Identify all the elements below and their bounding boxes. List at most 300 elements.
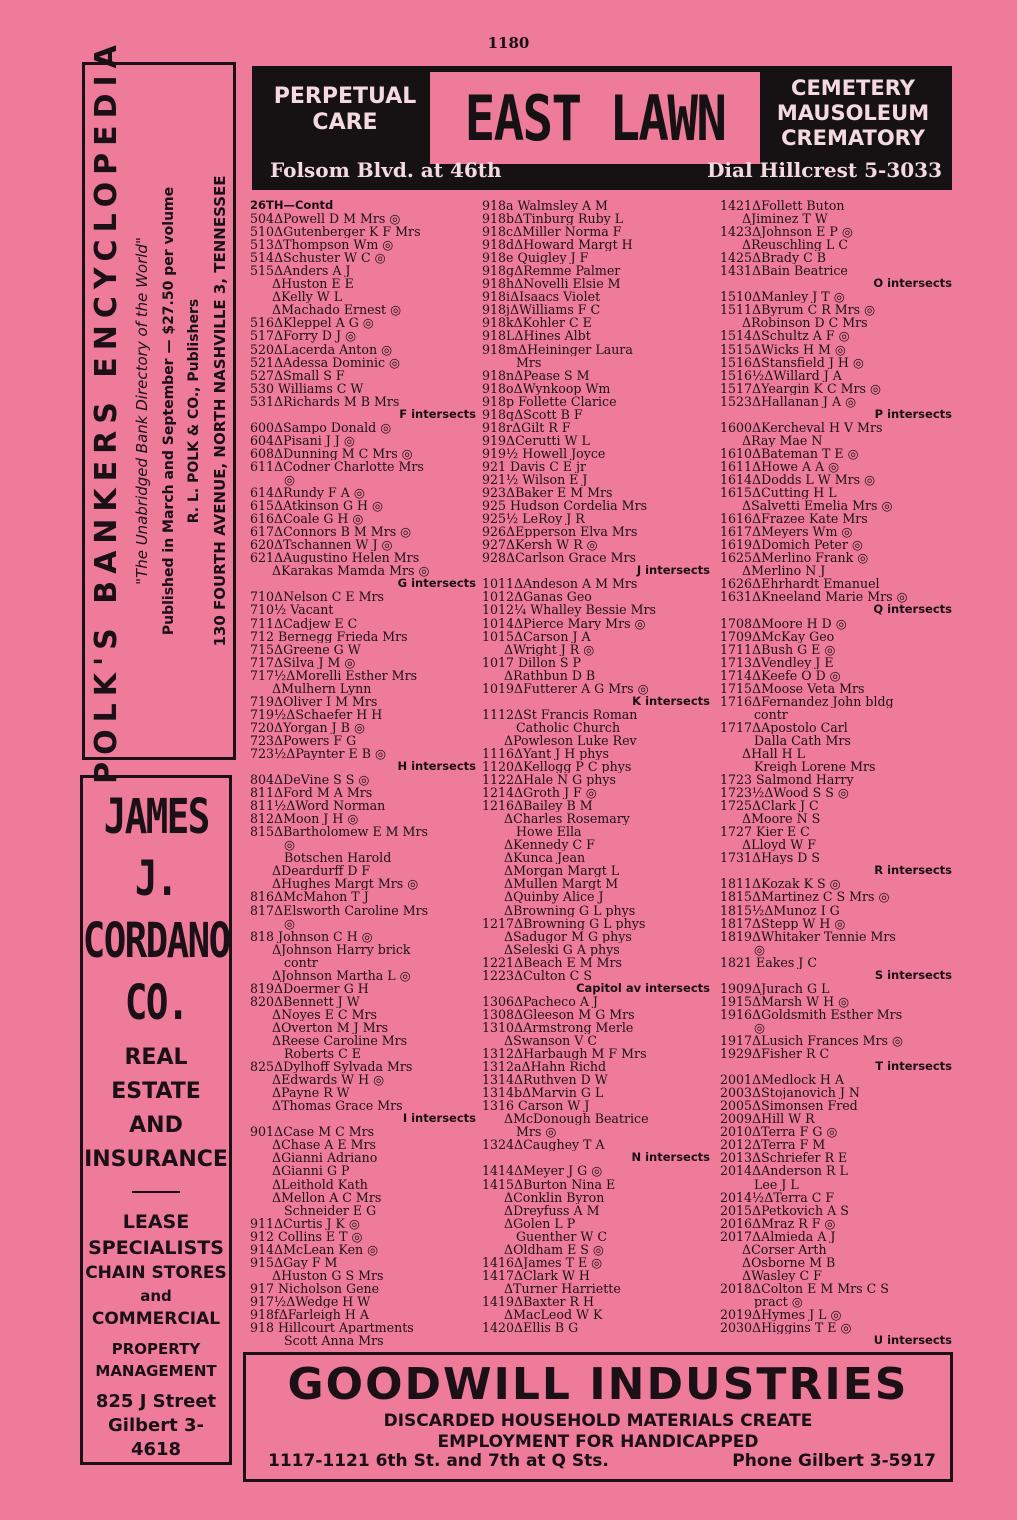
directory-entry: 720ΔYorgan J B ◎ <box>250 720 365 734</box>
cordano-property-line: MANAGEMENT <box>95 1361 217 1380</box>
directory-entry: 1324ΔCaughey T A <box>482 1138 605 1152</box>
directory-entry: 1617ΔMeyers Wm ◎ <box>720 525 853 539</box>
directory-entry: 710½ Vacant <box>250 603 334 617</box>
directory-entry: 923ΔBaker E M Mrs <box>482 486 613 500</box>
directory-entry: ΔConklin Byron <box>504 1190 605 1204</box>
directory-entry: 1214ΔGroth J F ◎ <box>482 786 597 800</box>
directory-entry: ΔRay Mae N <box>742 433 823 447</box>
directory-entry: 918kΔKohler C E <box>482 316 592 330</box>
section-heading: T intersects <box>875 1060 952 1074</box>
directory-entry: 531ΔRichards M B Mrs <box>250 394 400 408</box>
directory-entry: 917½ΔWedge H W <box>250 1294 371 1308</box>
directory-entry: 712 Bernegg Frieda Mrs <box>250 629 408 643</box>
directory-entry: 918 Hillcourt Apartments <box>250 1321 414 1335</box>
directory-entry: Mrs <box>516 355 542 369</box>
directory-entry: 1421ΔFollett Buton <box>720 199 845 213</box>
directory-entry: 1515ΔWicks H M ◎ <box>720 342 846 356</box>
directory-entry: 1614ΔDodds L W Mrs ◎ <box>720 472 876 487</box>
directory-entry: 1625ΔMerlino Frank ◎ <box>720 551 869 565</box>
section-heading: N intersects <box>631 1151 710 1165</box>
directory-entry: 919½ Howell Joyce <box>482 446 606 460</box>
directory-entry: ΔDreyfuss A M <box>504 1203 600 1217</box>
directory-entry: 1815½ΔMunoz I G <box>720 903 840 917</box>
directory-entry: 1714ΔKeefe O D ◎ <box>720 668 841 682</box>
directory-entry: ΔMacLeod W K <box>504 1307 603 1322</box>
directory-entry: 1709ΔMcKay Geo <box>720 629 835 643</box>
directory-entry: ΔJohnson Martha L ◎ <box>272 968 411 982</box>
directory-entry: 516ΔKleppel A G ◎ <box>250 316 374 330</box>
directory-entry: ΔRobinson D C Mrs <box>742 316 868 330</box>
directory-entry: 1511ΔByrum C R Mrs ◎ <box>720 303 876 317</box>
section-heading: I intersects <box>402 1112 476 1126</box>
directory-entry: 1431ΔBain Beatrice <box>720 264 848 278</box>
directory-entry: 921 Davis C E jr <box>482 459 587 473</box>
directory-entry: 918fΔFarleigh H A <box>250 1307 369 1322</box>
directory-entry: ΔKarakas Mamda Mrs ◎ <box>272 564 430 578</box>
directory-entry: 1425ΔBrady C B <box>720 251 827 265</box>
directory-entry: 918p Follette Clarice <box>482 394 617 408</box>
directory-entry: 1725ΔClark J C <box>720 799 819 813</box>
goodwill-address: 1117-1121 6th St. and 7th at Q Sts. <box>268 1451 609 1471</box>
directory-entry: ◎ <box>284 916 295 930</box>
directory-entry: 1811ΔKozak K S ◎ <box>720 877 841 891</box>
directory-entry: ΔDeardurff D F <box>272 864 371 878</box>
directory-entry: 2012ΔTerra F M <box>720 1138 826 1152</box>
directory-entry: ΔCharles Rosemary <box>504 812 630 826</box>
directory-entry: 1610ΔBateman T E ◎ <box>720 446 859 460</box>
directory-entry: 1423ΔJohnson E P ◎ <box>720 225 853 239</box>
directory-entry: 723ΔPowers F G <box>250 733 357 747</box>
east-lawn-title: EAST LAWN <box>464 81 726 155</box>
directory-entry: 1915ΔMarsh W H ◎ <box>720 994 850 1008</box>
directory-entry: 1723 Salmond Harry <box>720 773 854 787</box>
directory-entry: 615ΔAtkinson G H ◎ <box>250 499 384 513</box>
directory-entry: 918dΔHoward Margt H <box>482 238 633 252</box>
cordano-business-line: AND <box>129 1113 183 1138</box>
directory-entry: 1731ΔHays D S <box>720 851 820 865</box>
directory-column-3 <box>720 199 952 1347</box>
directory-entry: 1711ΔBush G E ◎ <box>720 642 836 656</box>
directory-entry: ◎ <box>284 472 295 487</box>
directory-entry: 1631ΔKneeland Marie Mrs ◎ <box>720 590 908 604</box>
directory-entry: 1723½ΔWood S S ◎ <box>720 786 849 800</box>
directory-entry: 520ΔLacerda Anton ◎ <box>250 342 393 356</box>
directory-entry: 1116ΔYant J H phys <box>482 746 609 761</box>
directory-entry: Scott Anna Mrs <box>284 1334 384 1348</box>
directory-entry: 925 Hudson Cordelia Mrs <box>482 499 648 513</box>
east-lawn-address: Folsom Blvd. at 46th <box>270 158 502 182</box>
directory-entry: ΔSadugor M G phys <box>504 929 632 943</box>
directory-entry: Kreigh Lorene Mrs <box>754 760 876 774</box>
directory-entry: ΔHall H L <box>742 746 805 761</box>
directory-entry: 710ΔNelson C E Mrs <box>250 590 385 604</box>
directory-entry: ΔMcDonough Beatrice <box>504 1112 649 1126</box>
directory-entry: 711ΔCadjew E C <box>250 616 358 630</box>
directory-entry: 517ΔForry D J ◎ <box>250 329 357 343</box>
directory-entry: 723½ΔPaynter E B ◎ <box>250 746 386 761</box>
directory-entry: Dalla Cath Mrs <box>754 733 851 747</box>
directory-entry: ΔHuston G S Mrs <box>272 1268 384 1282</box>
directory-entry: 2001ΔMedlock H A <box>720 1073 844 1087</box>
directory-entry: 1615ΔCutting H L <box>720 486 837 500</box>
directory-entry: 1120ΔKellogg P C phys <box>482 760 632 774</box>
east-lawn-left-line: PERPETUAL <box>273 84 417 109</box>
directory-entry: 1717ΔApostolo Carl <box>720 720 848 734</box>
directory-entry: ΔOverton M J Mrs <box>272 1020 389 1034</box>
section-heading: K intersects <box>632 694 710 708</box>
directory-entry: 1112ΔSt Francis Roman <box>482 707 638 721</box>
directory-entry: 1715ΔMoose Veta Mrs <box>720 681 865 695</box>
directory-entry: ΔMoore N S <box>742 812 821 826</box>
directory-entry: 2014½ΔTerra C F <box>720 1190 835 1204</box>
directory-entry: 914ΔMcLean Ken ◎ <box>250 1242 379 1256</box>
directory-column-2 <box>482 199 710 1334</box>
cordano-divider <box>132 1191 180 1193</box>
cordano-lease-line: SPECIALISTS <box>88 1237 224 1259</box>
directory-entry: 915ΔGay F M <box>250 1255 338 1269</box>
section-heading: S intersects <box>874 968 952 982</box>
directory-entry: ◎ <box>754 1020 765 1034</box>
directory-entry: ΔJiminez T W <box>742 212 828 226</box>
east-lawn-phone: Dial Hillcrest 5-3033 <box>707 158 942 182</box>
directory-entry: 1012¼ Whalley Bessie Mrs <box>482 603 656 617</box>
directory-entry: 927ΔKersh W R ◎ <box>482 538 598 552</box>
directory-entry: ΔSeleski G A phys <box>504 942 620 956</box>
directory-entry: 817ΔElsworth Caroline Mrs <box>250 903 429 917</box>
east-lawn-right-line: CREMATORY <box>781 126 925 150</box>
directory-entry: 1517ΔYeargin K C Mrs ◎ <box>720 381 881 395</box>
directory-entry: 1909ΔJurach G L <box>720 981 830 995</box>
directory-entry: 1312ΔHarbaugh M F Mrs <box>482 1047 647 1061</box>
directory-entry: contr <box>754 707 788 721</box>
directory-entry: Howe Ella <box>516 825 582 839</box>
directory-entry: 918gΔRemme Palmer <box>482 264 621 278</box>
directory-entry: Schneider E G <box>284 1203 377 1217</box>
section-heading: O intersects <box>873 277 952 291</box>
directory-entry: 1314bΔMarvin G L <box>482 1086 604 1100</box>
directory-entry: 1516½ΔWillard J A <box>720 368 842 382</box>
directory-entry: 1014ΔPierce Mary Mrs ◎ <box>482 616 646 630</box>
directory-entry: 1817ΔStepp W H ◎ <box>720 916 846 930</box>
directory-entry: 611ΔCodner Charlotte Mrs <box>250 459 424 473</box>
cordano-address: 825 J Street <box>95 1391 217 1412</box>
directory-entry: 2030ΔHiggins T E ◎ <box>720 1321 852 1335</box>
directory-entry: 1516ΔStansfield J H ◎ <box>720 355 864 369</box>
directory-entry: 818 Johnson C H ◎ <box>250 929 373 943</box>
directory-entry: 1415ΔBurton Nina E <box>482 1177 616 1191</box>
directory-entry: ΔKunca Jean <box>504 851 586 865</box>
directory-entry: 919ΔCerutti W L <box>482 433 590 447</box>
directory-entry: 918cΔMiller Norma F <box>482 225 622 239</box>
directory-entry: 2005ΔSimonsen Fred <box>720 1099 858 1113</box>
directory-entry: 918rΔGilt R F <box>482 420 571 434</box>
directory-entry: 1713ΔVendley J E <box>720 655 834 669</box>
section-heading: G intersects <box>397 577 476 591</box>
directory-entry: 925½ LeRoy J R <box>482 512 585 526</box>
directory-entry: ΔRathbun D B <box>504 668 596 682</box>
directory-entry: 1626ΔEhrhardt Emanuel <box>720 577 880 591</box>
directory-entry: 816ΔMcMahon T J <box>250 890 369 904</box>
directory-entry: 918nΔPease S M <box>482 368 590 382</box>
directory-entry: 825ΔDylhoff Sylvada Mrs <box>250 1060 413 1074</box>
directory-entry: 717½ΔMorelli Esther Mrs <box>250 668 418 682</box>
directory-entry: ΔWright J R ◎ <box>504 642 595 656</box>
directory-entry: 527ΔSmall S F <box>250 368 345 382</box>
directory-entry: 1616ΔFrazee Kate Mrs <box>720 512 868 526</box>
goodwill-line: EMPLOYMENT FOR HANDICAPPED <box>437 1432 759 1452</box>
east-lawn-right-line: CEMETERY <box>791 76 915 100</box>
cordano-property-line: PROPERTY <box>111 1339 201 1358</box>
directory-entry: 1819ΔWhitaker Tennie Mrs <box>720 929 896 943</box>
directory-entry: ΔJohnson Harry brick <box>272 942 411 956</box>
directory-entry: ΔThomas Grace Mrs <box>272 1099 403 1113</box>
directory-entry: 2009ΔHill W R <box>720 1112 815 1126</box>
directory-entry: Roberts C E <box>284 1047 361 1061</box>
directory-entry: 1019ΔFutterer A G Mrs ◎ <box>482 681 649 695</box>
directory-entry: 1312aΔHahn Richd <box>482 1060 607 1074</box>
directory-entry: 1514ΔSchultz A F ◎ <box>720 329 850 343</box>
directory-entry: 911ΔCurtis J K ◎ <box>250 1216 360 1230</box>
cordano-name-line: J. <box>135 851 177 908</box>
cordano-lease-line: LEASE <box>122 1211 190 1233</box>
directory-entry: ΔCorser Arth <box>742 1242 827 1256</box>
cordano-business-line: INSURANCE <box>84 1147 228 1172</box>
directory-entry: ΔGianni Adriano <box>272 1151 378 1165</box>
polk-ad-tagline: "The Unabridged Bank Directory of the World" <box>133 237 152 585</box>
directory-entry: 513ΔThompson Wm ◎ <box>250 238 394 252</box>
directory-entry: Botschen Harold <box>284 851 392 865</box>
cordano-chain-line: and <box>140 1287 172 1305</box>
directory-entry: ΔReese Caroline Mrs <box>272 1034 408 1048</box>
directory-entry: 921½ Wilson E J <box>482 472 588 487</box>
directory-entry: 608ΔDunning M C Mrs ◎ <box>250 446 413 460</box>
directory-entry: ΔMorgan Margt L <box>504 864 620 878</box>
directory-entry: 918LΔHines Albt <box>482 329 591 343</box>
directory-entry: ΔPayne R W <box>272 1086 350 1100</box>
cordano-business-line: REAL <box>124 1045 188 1070</box>
directory-entry: 2014ΔAnderson R L <box>720 1164 848 1178</box>
directory-entry: ΔSalvetti Emelia Mrs ◎ <box>742 499 893 513</box>
east-lawn-right-line: MAUSOLEUM <box>776 101 930 125</box>
directory-entry: 2010ΔTerra F G ◎ <box>720 1125 838 1139</box>
directory-entry: 1122ΔHale N G phys <box>482 773 616 787</box>
directory-entry: Mrs ◎ <box>516 1125 557 1139</box>
cordano-name-line: CO. <box>124 975 188 1032</box>
directory-entry: 600ΔSampo Donald ◎ <box>250 420 392 434</box>
directory-entry: 912 Collins E T ◎ <box>250 1229 363 1243</box>
directory-entry: 510ΔGutenberger K F Mrs <box>250 225 421 239</box>
directory-entry: ΔTurner Harriette <box>504 1281 621 1295</box>
directory-entry: ΔSwanson V C <box>504 1034 598 1048</box>
directory-entry: 1015ΔCarson J A <box>482 629 591 643</box>
street-heading: 26TH—Contd <box>250 199 334 212</box>
directory-entry: 2013ΔSchriefer R E <box>720 1151 848 1165</box>
directory-entry: 616ΔCoale G H ◎ <box>250 512 364 526</box>
goodwill-line: DISCARDED HOUSEHOLD MATERIALS CREATE <box>383 1411 813 1431</box>
directory-entry: 1017 Dillon S P <box>482 655 582 669</box>
section-heading: Q intersects <box>873 603 952 617</box>
directory-entry: 926ΔEpperson Elva Mrs <box>482 525 638 539</box>
directory-entry: 719ΔOliver I M Mrs <box>250 694 378 708</box>
directory-entry: 815ΔBartholomew E M Mrs <box>250 825 428 839</box>
directory-entry: pract ◎ <box>754 1294 803 1308</box>
directory-entry: 804ΔDeVine S S ◎ <box>250 773 370 787</box>
directory-entry: 928ΔCarlson Grace Mrs <box>482 551 636 565</box>
directory-entry: 2016ΔMraz R F ◎ <box>720 1216 836 1230</box>
directory-entry: 515ΔAnders A J <box>250 264 351 278</box>
directory-entry: 1917ΔLusich Frances Mrs ◎ <box>720 1034 903 1048</box>
directory-entry: 621ΔAugustino Helen Mrs <box>250 551 420 565</box>
goodwill-phone: Phone Gilbert 3-5917 <box>732 1451 936 1471</box>
cordano-phone: Gilbert 3-4618 <box>108 1415 204 1460</box>
directory-entry: 811ΔFord M A Mrs <box>250 786 373 800</box>
section-heading: Capitol av intersects <box>576 981 710 995</box>
cordano-ad <box>80 775 232 1465</box>
cordano-name-line: CORDANO <box>82 913 230 970</box>
directory-entry: ◎ <box>284 838 295 852</box>
page-number: 1180 <box>487 34 530 52</box>
directory-entry: 530 Williams C W <box>250 381 364 395</box>
directory-entry: 1012ΔGanas Geo <box>482 590 592 604</box>
directory-entry: 1420ΔEllis B G <box>482 1321 579 1335</box>
cordano-business-line: ESTATE <box>111 1079 201 1104</box>
directory-entry: ΔChase A E Mrs <box>272 1138 376 1152</box>
directory-entry: ΔNoyes E C Mrs <box>272 1007 377 1021</box>
cordano-name-line: JAMES <box>103 789 209 846</box>
directory-entry: 811½ΔWord Norman <box>250 799 386 813</box>
directory-entry: 1815ΔMartinez C S Mrs ◎ <box>720 890 890 904</box>
directory-entry: 917 Nicholson Gene <box>250 1281 380 1295</box>
directory-entry: 2019ΔHymes J L ◎ <box>720 1307 842 1322</box>
directory-entry: ΔHuston E E <box>272 277 354 291</box>
directory-entry: 617ΔConnors B M Mrs ◎ <box>250 525 412 539</box>
section-heading: H intersects <box>397 760 476 774</box>
directory-entry: contr <box>284 955 318 969</box>
directory-entry: 1611ΔHowe A A ◎ <box>720 459 840 473</box>
east-lawn-right-text <box>768 76 938 151</box>
directory-entry: 918oΔWynkoop Wm <box>482 381 611 395</box>
directory-entry: 918e Quigley J F <box>482 251 589 265</box>
directory-entry: 918mΔHeininger Laura <box>482 342 633 356</box>
directory-entry: 1310ΔArmstrong Merle <box>482 1020 634 1034</box>
directory-entry: 604ΔPisani J J ◎ <box>250 433 355 447</box>
directory-entry: 812ΔMoon J H ◎ <box>250 812 359 826</box>
directory-entry: ΔQuinby Alice J <box>504 890 604 904</box>
directory-entry: 717ΔSilva J M ◎ <box>250 655 356 669</box>
directory-entry: ΔOsborne M B <box>742 1255 836 1269</box>
directory-entry: ΔReuschling L C <box>742 238 849 252</box>
directory-entry: 918jΔWilliams F C <box>482 303 601 317</box>
directory-entry: ΔKennedy C F <box>504 838 595 852</box>
directory-entry: 1600ΔKercheval H V Mrs <box>720 420 883 434</box>
directory-entry: 1523ΔHallanan J A ◎ <box>720 394 857 408</box>
east-lawn-title-box <box>430 72 760 164</box>
directory-entry: ΔPowleson Luke Rev <box>504 733 637 747</box>
directory-entry: 614ΔRundy F A ◎ <box>250 486 365 500</box>
directory-entry: ΔGolen L P <box>504 1216 576 1230</box>
directory-entry: 1419ΔBaxter R H <box>482 1294 595 1308</box>
directory-entry: ΔMulhern Lynn <box>272 681 372 695</box>
section-heading: U intersects <box>873 1334 952 1348</box>
cordano-chain-line: COMMERCIAL <box>91 1309 221 1329</box>
polk-bankers-ad <box>82 38 236 784</box>
directory-entry: 819ΔDoermer G H <box>250 981 369 995</box>
directory-entry: 918a Walmsley A M <box>482 199 608 213</box>
directory-entry: ΔBrowning G L phys <box>504 903 636 917</box>
directory-entry: 1011ΔAndeson A M Mrs <box>482 577 638 591</box>
directory-entry: 1314ΔRuthven D W <box>482 1073 608 1087</box>
directory-entry: 1223ΔCulton C S <box>482 968 592 982</box>
directory-entry: 1417ΔClark W H <box>482 1268 590 1282</box>
directory-entry: 514ΔSchuster W C ◎ <box>250 251 386 265</box>
directory-entry: 918iΔIsaacs Violet <box>482 290 601 304</box>
directory-entry: 1308ΔGleeson M G Mrs <box>482 1007 635 1021</box>
directory-entry: 1708ΔMoore H D ◎ <box>720 616 847 630</box>
directory-entry: 820ΔBennett J W <box>250 994 360 1008</box>
directory-entry: 1416ΔJames T E ◎ <box>482 1255 603 1269</box>
polk-ad-title: POLK'S BANKERS ENCYCLOPEDIA <box>89 38 124 784</box>
directory-entry: 719½ΔSchaefer H H <box>250 707 383 721</box>
directory-entry: ΔLeithold Kath <box>272 1177 368 1191</box>
section-heading: F intersects <box>399 407 476 421</box>
directory-entry: 1306ΔPacheco A J <box>482 994 598 1008</box>
directory-entry: ΔLloyd W F <box>742 838 816 852</box>
directory-entry: 1727 Kier E C <box>720 825 810 839</box>
east-lawn-left-line: CARE <box>312 110 378 135</box>
directory-entry: ΔOldham E S ◎ <box>504 1242 604 1256</box>
directory-entry: ◎ <box>754 942 765 956</box>
directory-entry: 1316 Carson W J <box>482 1099 590 1113</box>
directory-entry: 620ΔTschannen W J ◎ <box>250 538 393 552</box>
section-heading: J intersects <box>636 564 710 578</box>
directory-entry: 1716ΔFernandez John bldg <box>720 694 894 708</box>
directory-entry: 1221ΔBeach E M Mrs <box>482 955 623 969</box>
directory-entry: ΔMachado Ernest ◎ <box>272 303 402 317</box>
directory-entry: 715ΔGreene G W <box>250 642 361 656</box>
polk-ad-published: Published in March and September — $27.50 per volume <box>160 186 177 636</box>
directory-entry: 2018ΔColton E M Mrs C S <box>720 1281 889 1295</box>
directory-column-1 <box>250 199 476 1347</box>
directory-entry: 1821 Eakes J C <box>720 955 817 969</box>
section-heading: P intersects <box>874 407 952 421</box>
east-lawn-ad <box>252 66 952 190</box>
directory-entry: 2003ΔStojanovich J N <box>720 1086 860 1100</box>
directory-entry: Catholic Church <box>516 720 621 734</box>
directory-entry: ΔGianni G P <box>272 1164 350 1178</box>
directory-entry: 1414ΔMeyer J G ◎ <box>482 1164 603 1178</box>
directory-entry: 1929ΔFisher R C <box>720 1047 830 1061</box>
directory-entry: 901ΔCase M C Mrs <box>250 1125 375 1139</box>
directory-entry: Guenther W C <box>516 1229 607 1243</box>
directory-entry: ΔMellon A C Mrs <box>272 1190 382 1204</box>
directory-entry: 918qΔScott B F <box>482 407 583 421</box>
directory-entry: 918hΔNovelli Elsie M <box>482 277 621 291</box>
east-lawn-left-text <box>270 84 420 136</box>
goodwill-title: GOODWILL INDUSTRIES <box>287 1359 909 1410</box>
directory-entry: 1217ΔBrowning G L phys <box>482 916 646 930</box>
polk-ad-publisher: R. L. POLK & CO., Publishers <box>185 298 202 524</box>
directory-entry: ΔHughes Margt Mrs ◎ <box>272 877 419 891</box>
directory-entry: 1216ΔBailey B M <box>482 799 593 813</box>
directory-entry: ΔWasley C F <box>742 1268 822 1282</box>
directory-entry: 1916ΔGoldsmith Esther Mrs <box>720 1007 903 1021</box>
directory-entry: ΔEdwards W H ◎ <box>272 1073 385 1087</box>
directory-entry: 504ΔPowell D M Mrs ◎ <box>250 212 401 226</box>
directory-entry: 2015ΔPetkovich A S <box>720 1203 849 1217</box>
directory-entry: 2017ΔAlmieda A J <box>720 1229 836 1243</box>
polk-ad-address: 130 FOURTH AVENUE, NORTH NASHVILLE 3, TENNESSEE <box>211 175 229 647</box>
directory-entry: ΔKelly W L <box>272 290 343 304</box>
